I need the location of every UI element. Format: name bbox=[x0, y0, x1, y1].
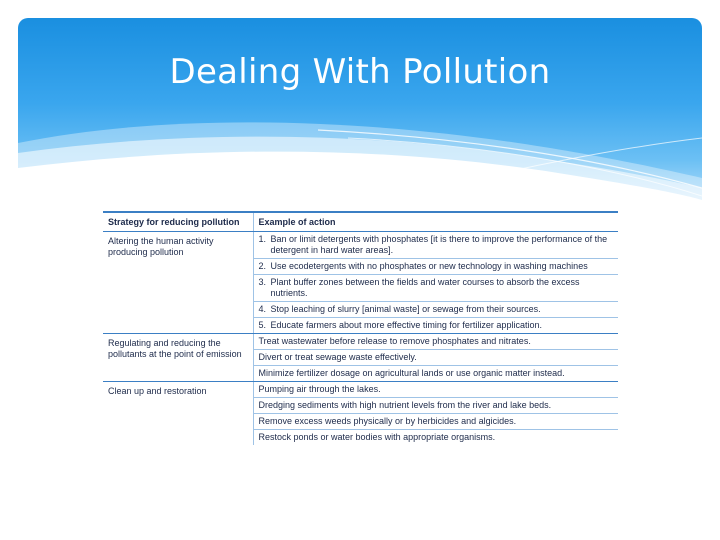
action-item bbox=[254, 259, 619, 275]
wave-decoration bbox=[18, 18, 702, 208]
action-item bbox=[254, 398, 619, 414]
action-text: Plant buffer zones between the fields and water courses to absorb the excess nutrients. bbox=[270, 277, 580, 298]
action-item bbox=[254, 366, 619, 381]
header-strategy: Strategy for reducing pollution bbox=[103, 212, 253, 232]
table-row bbox=[103, 382, 618, 446]
action-number: 5. bbox=[258, 320, 267, 330]
action-text: Educate farmers about more effective timing for fertilizer application. bbox=[270, 320, 542, 330]
table-row bbox=[103, 334, 618, 382]
action-item bbox=[254, 334, 619, 350]
pollution-table-image bbox=[103, 211, 618, 483]
action-text: Restock ponds or water bodies with appropriate organisms. bbox=[258, 432, 496, 442]
slide-title: Dealing With Pollution bbox=[169, 52, 551, 92]
action-number: 2. bbox=[258, 261, 267, 271]
action-text: Use ecodetergents with no phosphates or new technology in washing machines bbox=[270, 261, 588, 271]
table-row bbox=[103, 232, 618, 334]
action-number: 3. bbox=[258, 277, 267, 287]
strategy-cell: Regulating and reducing the pollutants at the point of emission bbox=[103, 334, 253, 382]
action-text: Pumping air through the lakes. bbox=[258, 384, 381, 394]
action-item bbox=[254, 232, 619, 259]
action-item bbox=[254, 430, 619, 445]
header-example: Example of action bbox=[253, 212, 618, 232]
action-item bbox=[254, 318, 619, 333]
action-number: 4. bbox=[258, 304, 267, 314]
action-item bbox=[254, 302, 619, 318]
strategy-cell: Altering the human activity producing pollution bbox=[103, 232, 253, 334]
action-text: Divert or treat sewage waste effectively. bbox=[258, 352, 417, 362]
action-item bbox=[254, 382, 619, 398]
action-text: Ban or limit detergents with phosphates [it is there to improve the performance of the detergent in hard water areas]. bbox=[270, 234, 608, 255]
table-header-row bbox=[103, 212, 618, 232]
action-number: 1. bbox=[258, 234, 267, 244]
action-text: Stop leaching of slurry [animal waste] or sewage from their sources. bbox=[270, 304, 541, 314]
strategy-cell: Clean up and restoration bbox=[103, 382, 253, 446]
action-text: Dredging sediments with high nutrient levels from the river and lake beds. bbox=[258, 400, 552, 410]
action-item bbox=[254, 275, 619, 302]
action-text: Minimize fertilizer dosage on agricultural lands or use organic matter instead. bbox=[258, 368, 565, 378]
action-text: Treat wastewater before release to remove phosphates and nitrates. bbox=[258, 336, 531, 346]
action-text: Remove excess weeds physically or by herbicides and algicides. bbox=[258, 416, 517, 426]
actions-cell bbox=[253, 382, 618, 446]
pollution-strategies-table bbox=[103, 211, 618, 445]
actions-cell bbox=[253, 232, 618, 334]
action-item bbox=[254, 350, 619, 366]
actions-cell bbox=[253, 334, 618, 382]
action-item bbox=[254, 414, 619, 430]
title-banner bbox=[18, 18, 702, 208]
